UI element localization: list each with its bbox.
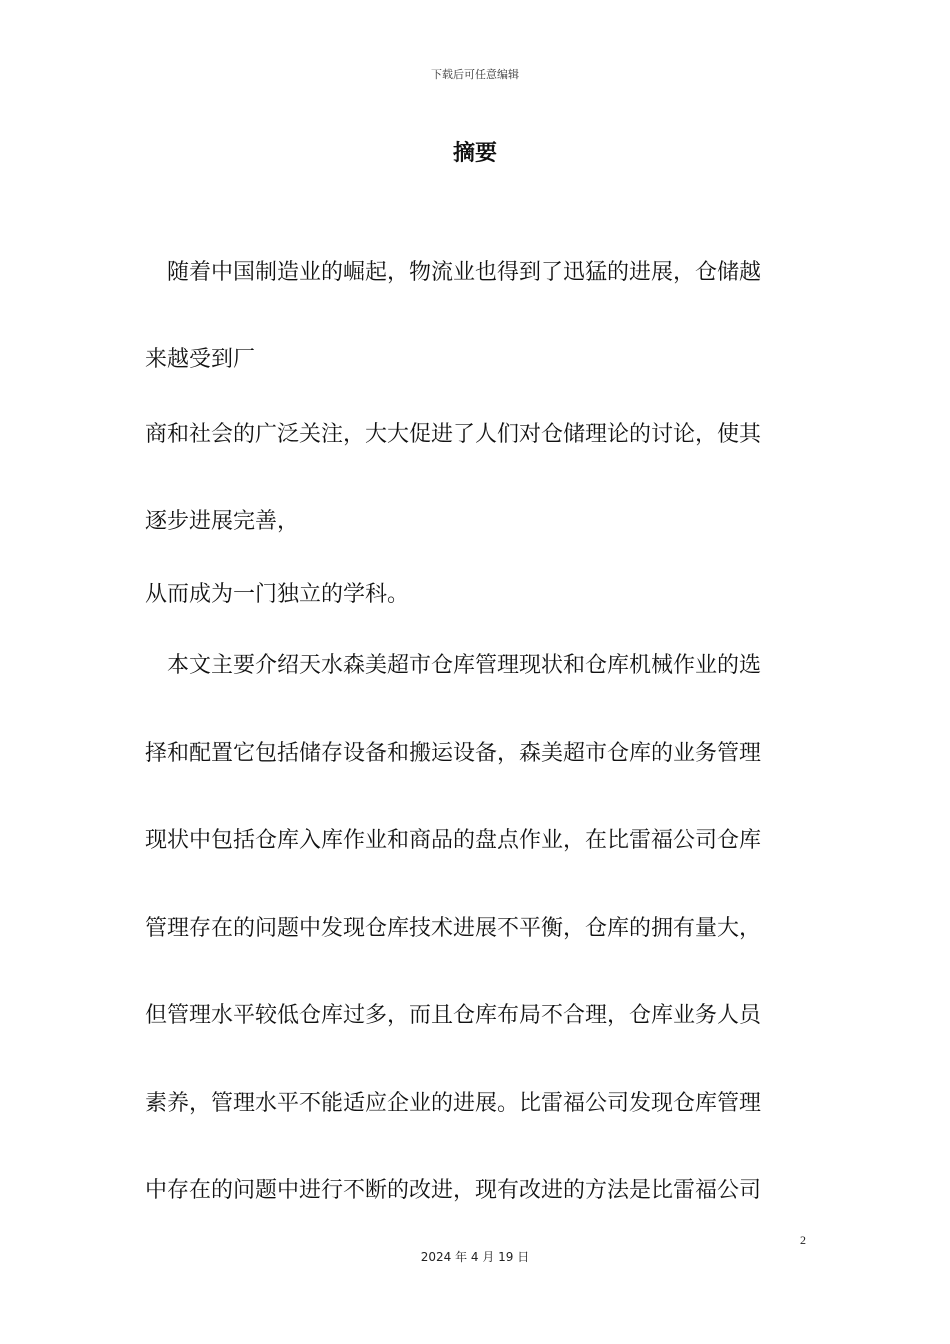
page-number: 2 (800, 1233, 806, 1247)
footer-date: 2024 年 4 月 19 日 (420, 1250, 530, 1264)
text-line: 本文主要介绍天水森美超市仓库管理现状和仓库机械作业的选 (145, 653, 762, 678)
text-line: 管理存在的问题中发现仓库技术进展不平衡，仓库的拥有量大， (145, 916, 762, 941)
text-line: 但管理水平较低仓库过多，而且仓库布局不合理，仓库业务人员 (145, 1003, 762, 1028)
text-line: 随着中国制造业的崛起，物流业也得到了迅猛的进展，仓储越 (145, 260, 762, 285)
text-line: 从而成为一门独立的学科。 (145, 582, 410, 607)
text-line: 中存在的问题中进行不断的改进，现有改进的方法是比雷福公司 (145, 1178, 762, 1203)
text-line: 商和社会的广泛关注，大大促进了人们对仓储理论的讨论，使其 (145, 422, 762, 447)
text-line: 择和配置它包括储存设备和搬运设备，森美超市仓库的业务管理 (145, 741, 762, 766)
text-line: 素养，管理水平不能适应企业的进展。比雷福公司发现仓库管理 (145, 1091, 762, 1116)
text-line: 现状中包括仓库入库作业和商品的盘点作业，在比雷福公司仓库 (145, 828, 762, 853)
header-note: 下载后可任意编辑 (431, 68, 519, 81)
text-line: 来越受到厂 (145, 347, 256, 372)
page-title: 摘要 (452, 141, 497, 166)
text-line: 逐步进展完善， (145, 509, 300, 534)
